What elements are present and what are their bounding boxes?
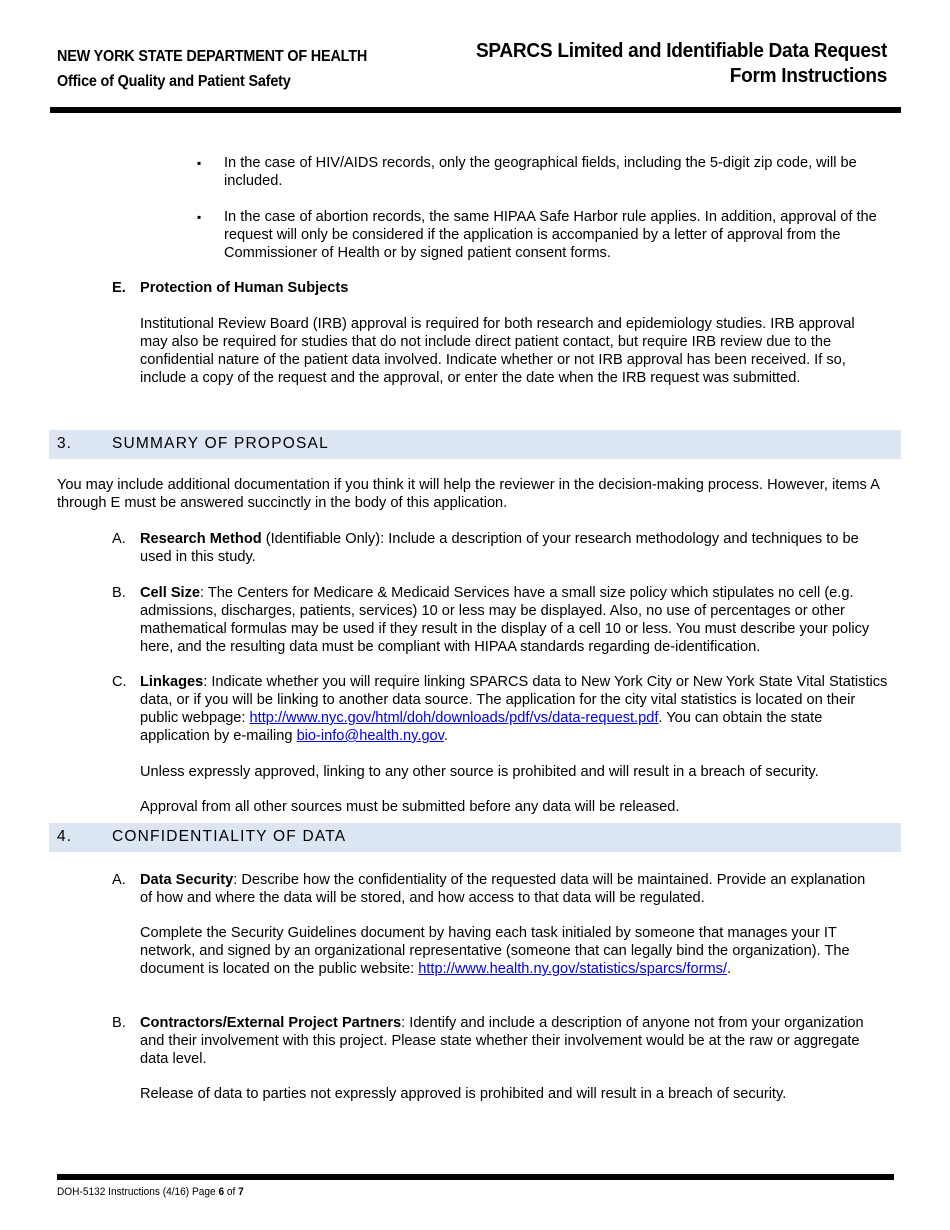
org-name: NEW YORK STATE DEPARTMENT OF HEALTH xyxy=(57,48,368,65)
section-4-header xyxy=(49,823,901,852)
item-research-method xyxy=(140,530,888,566)
bullet-marker: ▪ xyxy=(197,156,202,170)
item-contractors xyxy=(140,1014,880,1068)
document-title-line1: SPARCS Limited and Identifiable Data Request xyxy=(475,39,887,62)
bullet-marker: ▪ xyxy=(197,210,202,224)
footer-of: of xyxy=(224,1186,239,1198)
research-method-text: (Identifiable Only): Include a description of your research methodology and techniques to be used in this study. xyxy=(140,531,859,565)
item-cell-size xyxy=(140,584,892,656)
section-3-intro: You may include additional documentation if you think it will help the reviewer in the decision-making process. However, items A through E must be answered succinctly in the body of this application. xyxy=(57,477,880,511)
section-3-title: SUMMARY OF PROPOSAL xyxy=(112,435,329,452)
linkages-text: : Indicate whether you will require linking SPARCS data to New York City or New York State Vital Statistics data, or if you will be linking to another data source. The application for the city vital statistics is located on their public webpage: xyxy=(140,674,888,726)
section-4-title: CONFIDENTIALITY OF DATA xyxy=(112,828,347,845)
item-3c-letter: C. xyxy=(112,674,127,690)
org-office: Office of Quality and Patient Safety xyxy=(57,73,291,90)
footer-form-id: DOH-5132 Instructions (4/16) Page xyxy=(57,1186,219,1198)
cell-size-label: Cell Size xyxy=(140,585,201,601)
section-e-heading: Protection of Human Subjects xyxy=(140,280,349,296)
item-3a-letter: A. xyxy=(112,531,126,547)
section-e-body: Institutional Review Board (IRB) approval is required for both research and epidemiology studies. IRB approval may also be required for studies that do not include direct patient contact, but require IRB review due to the confidential nature of the patient data involved. Indicate whether or not IRB approval has been received. If so, include a copy of the request and the approval, or enter the date when the IRB request was submitted. xyxy=(140,316,855,386)
bullet-item-abortion: In the case of abortion records, the same HIPAA Safe Harbor rule applies. In addition, approval of the request will only be considered if the application is accompanied by a letter of approval from the Commissioner of Health or by signed patient consent forms. xyxy=(224,209,877,261)
linkages-text-end: . xyxy=(443,728,448,744)
section-e-letter: E. xyxy=(112,280,126,296)
linkages-text-2: . You can obtain the state application by e-mailing xyxy=(140,710,823,744)
section-3-header xyxy=(49,430,901,459)
footer-total-pages: 7 xyxy=(238,1186,244,1198)
contractors-text: : Identify and include a description of anyone not from your organization and their involvement with this project. Please state whether their involvement would be at the raw or aggregate data level. xyxy=(140,1015,864,1067)
item-4a-letter: A. xyxy=(112,872,126,888)
bio-info-email-link[interactable]: bio-info@health.ny.gov xyxy=(296,728,444,744)
header-title xyxy=(476,38,887,88)
document-title-line2: Form Instructions xyxy=(729,64,887,87)
linkages-label: Linkages xyxy=(140,674,204,690)
item-data-security xyxy=(140,871,880,907)
linkages-prohibition: Unless expressly approved, linking to any other source is prohibited and will result in a breach of security. xyxy=(140,764,819,780)
footer-rule xyxy=(57,1174,894,1180)
research-method-label: Research Method xyxy=(140,531,262,547)
item-linkages xyxy=(140,673,888,745)
sparcs-forms-link[interactable]: http://www.health.ny.gov/statistics/sparcs/forms/ xyxy=(418,961,728,977)
footer-page-info xyxy=(57,1186,244,1198)
security-guidelines-text: Complete the Security Guidelines document by having each task initialed by someone that manages your IT network, and signed by an organizational representative (someone that can legally bind the organization). The document is located on the public website: xyxy=(140,925,850,977)
nyc-vital-statistics-link[interactable]: http://www.nyc.gov/html/doh/downloads/pdf/vs/data-request.pdf xyxy=(249,710,659,726)
data-security-text: : Describe how the confidentiality of the requested data will be maintained. Provide an explanation of how and where the data will be stored, and how access to that data will be regulated. xyxy=(140,872,866,906)
footer-page-number: 6 xyxy=(218,1186,225,1198)
item-4b-letter: B. xyxy=(112,1015,126,1031)
header-rule xyxy=(50,107,901,113)
item-3b-letter: B. xyxy=(112,585,126,601)
cell-size-text: : The Centers for Medicare & Medicaid Services have a small size policy which stipulates no cell (e.g. admissions, discharges, patients, services) 10 or less may be displayed. Also, no use of percentages or other mathematical formulas may be used if they result in the display of a cell 10 or less. You must describe your policy here, and the resulting data must be compliant with HIPAA standards regarding de-identification. xyxy=(140,585,870,655)
security-guidelines-note xyxy=(140,924,888,978)
contractors-prohibition: Release of data to parties not expressly approved is prohibited and will result in a breach of security. xyxy=(140,1086,787,1102)
contractors-label: Contractors/External Project Partners xyxy=(140,1015,402,1031)
security-guidelines-end: . xyxy=(727,961,732,977)
data-security-label: Data Security xyxy=(140,872,234,888)
bullet-item-hiv: In the case of HIV/AIDS records, only the geographical fields, including the 5-digit zip code, will be included. xyxy=(224,155,857,189)
header-organization xyxy=(57,44,367,94)
section-4-number: 4. xyxy=(57,828,72,845)
section-3-number: 3. xyxy=(57,435,72,452)
linkages-approval-note: Approval from all other sources must be submitted before any data will be released. xyxy=(140,799,680,815)
